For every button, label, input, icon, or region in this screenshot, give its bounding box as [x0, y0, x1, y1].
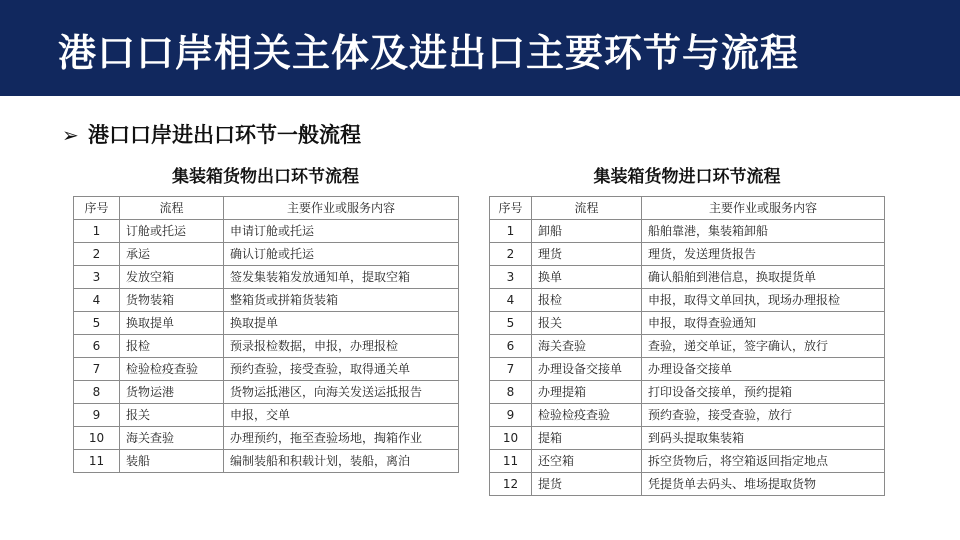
cell-content: 预约查验，接受查验，取得通关单 — [224, 358, 459, 381]
cell-index: 12 — [490, 473, 532, 496]
table-row — [490, 427, 885, 450]
cell-content: 整箱货或拼箱货装箱 — [224, 289, 459, 312]
cell-content: 申报，取得查验通知 — [642, 312, 885, 335]
cell-content: 申报，交单 — [224, 404, 459, 427]
table-row — [74, 450, 459, 473]
cell-index: 3 — [490, 266, 532, 289]
table-row — [74, 404, 459, 427]
cell-process: 理货 — [532, 243, 642, 266]
column-header-process: 流程 — [120, 197, 224, 220]
cell-content: 申报，取得文单回执，现场办理报检 — [642, 289, 885, 312]
cell-process: 还空箱 — [532, 450, 642, 473]
cell-content: 到码头提取集装箱 — [642, 427, 885, 450]
table-row — [490, 312, 885, 335]
table-row — [74, 289, 459, 312]
table-row — [490, 450, 885, 473]
table-row — [490, 220, 885, 243]
cell-content: 编制装船和积载计划，装船，离泊 — [224, 450, 459, 473]
cell-index: 2 — [74, 243, 120, 266]
cell-content: 签发集装箱发放通知单，提取空箱 — [224, 266, 459, 289]
table-row — [490, 266, 885, 289]
import-table-title: 集装箱货物进口环节流程 — [593, 167, 781, 187]
cell-content: 查验，递交单证，签字确认，放行 — [642, 335, 885, 358]
cell-index: 7 — [490, 358, 532, 381]
cell-index: 10 — [490, 427, 532, 450]
table-header-row — [74, 197, 459, 220]
column-header-process: 流程 — [532, 197, 642, 220]
table-row — [74, 266, 459, 289]
cell-content: 理货，发送理货报告 — [642, 243, 885, 266]
table-row — [74, 312, 459, 335]
cell-content: 凭提货单去码头、堆场提取货物 — [642, 473, 885, 496]
cell-process: 换单 — [532, 266, 642, 289]
table-row — [490, 335, 885, 358]
cell-index: 5 — [490, 312, 532, 335]
column-header-content: 主要作业或服务内容 — [224, 197, 459, 220]
cell-index: 8 — [490, 381, 532, 404]
cell-index: 5 — [74, 312, 120, 335]
cell-index: 11 — [490, 450, 532, 473]
cell-process: 报关 — [532, 312, 642, 335]
cell-content: 货物运抵港区，向海关发送运抵报告 — [224, 381, 459, 404]
cell-process: 承运 — [120, 243, 224, 266]
table-row — [490, 289, 885, 312]
table-row — [74, 381, 459, 404]
cell-process: 办理提箱 — [532, 381, 642, 404]
column-header-index: 序号 — [490, 197, 532, 220]
cell-process: 报检 — [120, 335, 224, 358]
cell-index: 8 — [74, 381, 120, 404]
cell-content: 预约查验，接受查验，放行 — [642, 404, 885, 427]
cell-index: 10 — [74, 427, 120, 450]
cell-process: 发放空箱 — [120, 266, 224, 289]
table-row — [74, 358, 459, 381]
cell-index: 4 — [74, 289, 120, 312]
cell-content: 换取提单 — [224, 312, 459, 335]
cell-index: 6 — [74, 335, 120, 358]
cell-content: 确认订舱或托运 — [224, 243, 459, 266]
cell-process: 检验检疫查验 — [120, 358, 224, 381]
cell-content: 申请订舱或托运 — [224, 220, 459, 243]
cell-index: 4 — [490, 289, 532, 312]
cell-process: 报关 — [120, 404, 224, 427]
cell-content: 船舶靠港，集装箱卸船 — [642, 220, 885, 243]
table-row — [490, 358, 885, 381]
cell-process: 货物运港 — [120, 381, 224, 404]
cell-process: 货物装箱 — [120, 289, 224, 312]
arrow-bullet-icon: ➢ — [62, 123, 79, 147]
cell-process: 卸船 — [532, 220, 642, 243]
cell-process: 提箱 — [532, 427, 642, 450]
cell-content: 拆空货物后，将空箱返回指定地点 — [642, 450, 885, 473]
cell-process: 换取提单 — [120, 312, 224, 335]
cell-process: 订舱或托运 — [120, 220, 224, 243]
import-flow-table — [489, 196, 885, 496]
cell-index: 6 — [490, 335, 532, 358]
export-flow-table — [73, 196, 459, 473]
export-table-title: 集装箱货物出口环节流程 — [172, 167, 359, 187]
column-header-index: 序号 — [74, 197, 120, 220]
section-heading — [62, 119, 361, 149]
cell-process: 海关查验 — [120, 427, 224, 450]
section-heading-text: 港口口岸进出口环节一般流程 — [88, 123, 361, 147]
cell-process: 办理设备交接单 — [532, 358, 642, 381]
table-row — [74, 335, 459, 358]
cell-process: 报检 — [532, 289, 642, 312]
table-header-row — [490, 197, 885, 220]
column-header-content: 主要作业或服务内容 — [642, 197, 885, 220]
page-title: 港口口岸相关主体及进出口主要环节与流程 — [58, 31, 800, 75]
cell-content: 办理预约，拖至查验场地，掏箱作业 — [224, 427, 459, 450]
cell-index: 9 — [490, 404, 532, 427]
cell-process: 提货 — [532, 473, 642, 496]
table-row — [490, 381, 885, 404]
cell-content: 打印设备交接单，预约提箱 — [642, 381, 885, 404]
cell-process: 检验检疫查验 — [532, 404, 642, 427]
cell-index: 7 — [74, 358, 120, 381]
cell-content: 办理设备交接单 — [642, 358, 885, 381]
cell-process: 装船 — [120, 450, 224, 473]
table-row — [74, 220, 459, 243]
cell-index: 11 — [74, 450, 120, 473]
cell-content: 确认船舶到港信息，换取提货单 — [642, 266, 885, 289]
cell-index: 9 — [74, 404, 120, 427]
table-row — [490, 404, 885, 427]
table-row — [490, 243, 885, 266]
table-row — [74, 427, 459, 450]
cell-index: 1 — [490, 220, 532, 243]
table-row — [490, 473, 885, 496]
header-banner — [0, 0, 960, 96]
cell-content: 预录报检数据，申报，办理报检 — [224, 335, 459, 358]
cell-index: 1 — [74, 220, 120, 243]
table-row — [74, 243, 459, 266]
cell-index: 2 — [490, 243, 532, 266]
cell-process: 海关查验 — [532, 335, 642, 358]
cell-index: 3 — [74, 266, 120, 289]
